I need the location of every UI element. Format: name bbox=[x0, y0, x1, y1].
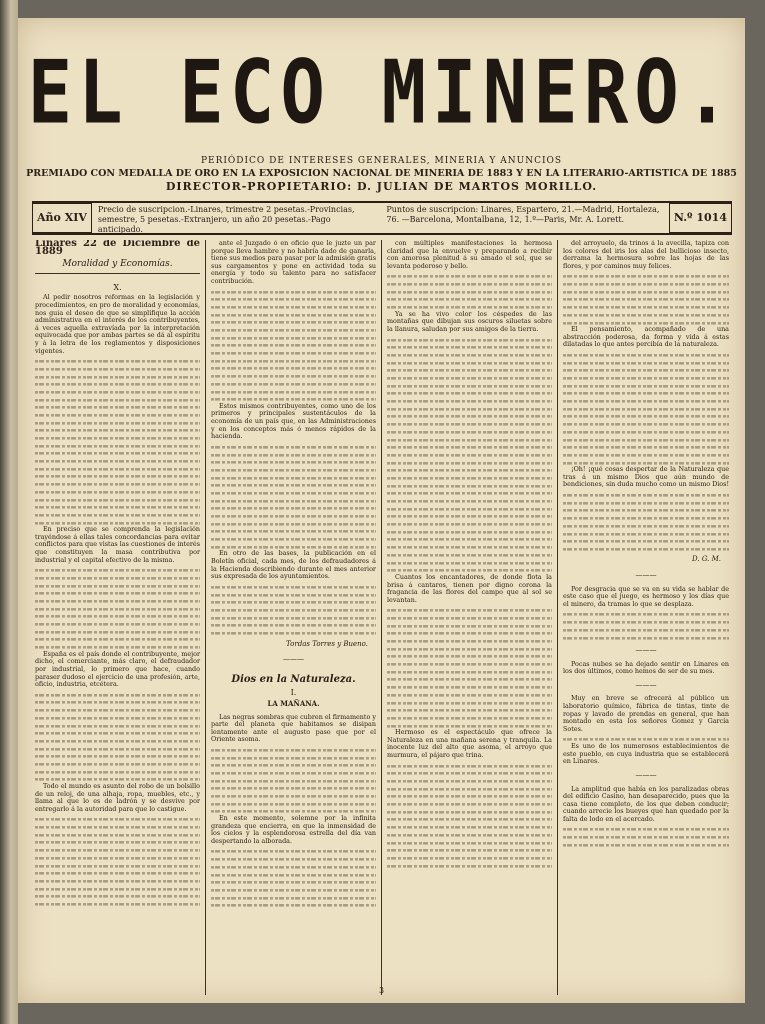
text-line bbox=[387, 831, 552, 839]
paragraph: Al pedir nosotros reformas en la legislación y procedimientos, en pro de moralidad y economías, nos guia el deseo de que se simplifique la acción administrativa en el interés de los contribuyentes, á veces aquella extravíada por la interpretación equivocada que por ambas partes se dá al espíritu y á la letra de los reglamentos y disposiciones vigentes. bbox=[35, 293, 200, 355]
text-line bbox=[35, 628, 200, 636]
paragraph: del arroyuelo, da trinos á la avecilla, tapiza con los colores del iris los alas del bullicioso insecto, derrama la hermosura sobre las hojas de las flores, y por caminos muy felices. bbox=[563, 240, 729, 270]
text-line bbox=[211, 380, 376, 388]
text-line bbox=[211, 520, 376, 528]
text-line bbox=[35, 488, 200, 496]
text-line bbox=[35, 442, 200, 450]
text-line bbox=[387, 862, 552, 870]
text-line bbox=[35, 768, 200, 776]
text-line bbox=[211, 591, 376, 599]
text-line bbox=[35, 706, 200, 714]
text-line bbox=[563, 389, 729, 397]
text-line bbox=[35, 357, 200, 365]
issue-number: N.º 1014 bbox=[669, 203, 732, 233]
text-line bbox=[211, 388, 376, 396]
text-line bbox=[387, 436, 552, 444]
text-line bbox=[211, 894, 376, 902]
text-line bbox=[35, 426, 200, 434]
text-line bbox=[563, 735, 729, 743]
text-line bbox=[35, 892, 200, 900]
masthead-director: DIRECTOR-PROPIETARIO: D. JULIAN DE MARTOS MORILLO. bbox=[165, 180, 598, 193]
text-line bbox=[211, 318, 376, 326]
text-line bbox=[387, 691, 552, 699]
subscription-prices: Precio de suscripcion.-Linares, trimestre 2 pesetas.-Provincias, semestre, 5 pesetas.-Extranjero, un año 20 pesetas.-Pago anticipado. bbox=[97, 205, 355, 234]
text-line bbox=[211, 792, 376, 800]
text-line bbox=[211, 512, 376, 520]
paragraph: En otro de las bases, la publicación en el Boletín oficial, cada mes, de los defraudadores á la Hacienda describiendo durante el mes anterior sus expresada de los ayuntamientos. bbox=[211, 549, 376, 581]
text-line bbox=[387, 466, 552, 474]
text-line bbox=[211, 878, 376, 886]
text-line bbox=[35, 643, 200, 651]
text-line bbox=[211, 871, 376, 879]
text-line bbox=[387, 520, 552, 528]
text-line bbox=[35, 472, 200, 480]
article-signature: D. G. M. bbox=[692, 555, 721, 564]
newspaper-title: EL ECO MINERO. bbox=[27, 42, 736, 144]
text-line bbox=[387, 722, 552, 730]
text-line bbox=[387, 839, 552, 847]
text-line bbox=[387, 652, 552, 660]
text-line bbox=[563, 303, 729, 311]
text-line bbox=[387, 637, 552, 645]
text-line bbox=[563, 514, 729, 522]
text-line bbox=[387, 706, 552, 714]
text-line bbox=[35, 846, 200, 854]
article-heading: Moralidad y Economías. bbox=[35, 261, 200, 274]
text-line bbox=[211, 443, 376, 451]
text-line bbox=[211, 288, 376, 296]
text-line bbox=[35, 854, 200, 862]
text-line bbox=[211, 474, 376, 482]
text-line bbox=[35, 838, 200, 846]
text-line bbox=[35, 831, 200, 839]
text-line bbox=[211, 901, 376, 909]
text-line bbox=[387, 675, 552, 683]
text-line bbox=[211, 497, 376, 505]
text-line bbox=[563, 272, 729, 280]
text-line bbox=[35, 745, 200, 753]
text-line bbox=[563, 295, 729, 303]
text-line bbox=[211, 535, 376, 543]
text-line bbox=[35, 714, 200, 722]
text-line bbox=[563, 405, 729, 413]
newspaper-page bbox=[18, 18, 745, 1003]
text-line bbox=[563, 499, 729, 507]
text-line bbox=[563, 833, 729, 841]
text-line bbox=[211, 886, 376, 894]
text-line bbox=[387, 280, 552, 288]
text-line bbox=[387, 543, 552, 551]
paragraph: Estos mismos contribuyentes, como uno de los primeros y principales sustentáculos de la economía de un país que, en las Administraciones y en los conceptos más ó menos rápidos de la hacienda. bbox=[211, 401, 376, 441]
text-line bbox=[387, 815, 552, 823]
text-line bbox=[563, 506, 729, 514]
text-line bbox=[35, 698, 200, 706]
text-line bbox=[387, 808, 552, 816]
text-line bbox=[563, 451, 729, 459]
text-line bbox=[387, 606, 552, 614]
text-line bbox=[563, 397, 729, 405]
article-heading: Dios en la Naturaleza. bbox=[231, 673, 356, 685]
text-line bbox=[211, 614, 376, 622]
text-line bbox=[211, 481, 376, 489]
paragraph: La amplitud que había en los paralizadas obras del edificio Casino, han desaparecido, pues que la casa tiene completo, de los que deben conducir; cuando arrecie los bueyes que han quedado por la falta de lodo en el acercado. bbox=[563, 784, 729, 823]
text-line bbox=[35, 574, 200, 582]
text-line bbox=[387, 714, 552, 722]
text-line bbox=[35, 457, 200, 465]
text-line bbox=[387, 762, 552, 770]
text-line bbox=[211, 458, 376, 466]
text-line bbox=[387, 559, 552, 567]
text-line bbox=[211, 807, 376, 815]
text-line bbox=[211, 583, 376, 591]
text-line bbox=[387, 366, 552, 374]
text-line bbox=[563, 537, 729, 545]
text-line bbox=[35, 403, 200, 411]
text-line bbox=[211, 326, 376, 334]
text-line bbox=[35, 519, 200, 527]
text-line bbox=[35, 737, 200, 745]
text-line bbox=[387, 528, 552, 536]
text-line bbox=[211, 504, 376, 512]
text-line bbox=[387, 489, 552, 497]
text-line bbox=[387, 374, 552, 382]
paragraph: Es uno de los numerosos establecimientos de este pueblo, en cuya industria que se establecerá en Linares. bbox=[563, 742, 729, 766]
text-line bbox=[35, 815, 200, 823]
section-title: LA MAÑANA. bbox=[267, 698, 320, 708]
text-line bbox=[563, 428, 729, 436]
text-line bbox=[35, 503, 200, 511]
column-2 bbox=[206, 240, 382, 995]
text-line bbox=[211, 543, 376, 551]
text-line bbox=[387, 451, 552, 459]
text-line bbox=[563, 420, 729, 428]
text-line bbox=[211, 303, 376, 311]
text-line bbox=[387, 351, 552, 359]
text-line bbox=[387, 777, 552, 785]
text-line bbox=[387, 629, 552, 637]
text-line bbox=[211, 800, 376, 808]
text-line bbox=[387, 405, 552, 413]
text-line bbox=[563, 610, 729, 618]
text-line bbox=[563, 522, 729, 530]
text-line bbox=[211, 629, 376, 637]
text-line bbox=[387, 846, 552, 854]
paragraph: ante el Juzgado ó en oficio que le juzte un par porque lleva hambre y no habría dado de ganarla, tiene sus medios para pasar por la admisión gratis sus cargamentos y pone en actividad toda su energía y todo su talento para no satisfacer contribución. bbox=[211, 240, 376, 285]
text-line bbox=[35, 597, 200, 605]
text-line bbox=[563, 634, 729, 642]
text-line bbox=[387, 854, 552, 862]
text-line bbox=[35, 582, 200, 590]
year-box: Año XIV bbox=[32, 203, 92, 233]
text-line bbox=[211, 334, 376, 342]
text-line bbox=[387, 397, 552, 405]
text-line bbox=[387, 660, 552, 668]
text-line bbox=[35, 511, 200, 519]
column-3 bbox=[382, 240, 558, 995]
paragraph: Ya se ha vivo color los céspedes de las montañas que dibujan sus oscuros siluetas sobre la llanura, saludan por sus amigos de la tierra. bbox=[387, 309, 552, 333]
text-line bbox=[211, 606, 376, 614]
text-line bbox=[563, 443, 729, 451]
text-line bbox=[35, 722, 200, 730]
text-line bbox=[35, 612, 200, 620]
text-line bbox=[35, 465, 200, 473]
masthead bbox=[18, 42, 745, 193]
text-line bbox=[35, 760, 200, 768]
text-line bbox=[563, 626, 729, 634]
text-line bbox=[387, 505, 552, 513]
text-line bbox=[35, 373, 200, 381]
paragraph: Todo el mundo es asunto del robo de un bolsillo de un reloj, de una alhaja, ropa, muebles, etc., y llama al que lo es de ladrón y se desvive por entregarlo á la autoridad para que lo castigue. bbox=[35, 782, 200, 813]
text-line bbox=[387, 288, 552, 296]
text-line bbox=[35, 775, 200, 783]
text-line bbox=[35, 869, 200, 877]
text-line bbox=[563, 280, 729, 288]
text-line bbox=[563, 319, 729, 327]
text-line bbox=[211, 855, 376, 863]
text-line bbox=[563, 374, 729, 382]
paragraph: ¡Oh! ¡qué cosas despertar de la Naturaleza que tras á un mismo Dios que aún mundo de bendiciones, sin duda mucho como un mismo Dios! bbox=[563, 465, 730, 489]
text-line bbox=[387, 497, 552, 505]
paragraph: En preciso que se comprenda la legislación trayéndose á ellas tales concordancias para evitar conflictos para que vistas las cuestiones de interés que constituyen la masa contributiva por industrial y el capital efectivo de la misma. bbox=[35, 525, 200, 564]
divider: ——— bbox=[635, 680, 657, 689]
text-line bbox=[211, 341, 376, 349]
dateline: Linares 22 de Diciembre de 1889 bbox=[35, 240, 200, 257]
text-line bbox=[387, 535, 552, 543]
text-line bbox=[563, 436, 729, 444]
text-line bbox=[563, 311, 729, 319]
subscription-bar bbox=[32, 201, 732, 235]
text-line bbox=[387, 512, 552, 520]
article-columns bbox=[30, 240, 735, 995]
paragraph: Muy en breve se ofrecerá al público un laboratorio químico, fábrica de tintas, tinte de ropas y lavado de prendas en general, que han montado en esta los señores Gomez y García Sotes. bbox=[563, 694, 729, 733]
text-line bbox=[211, 451, 376, 459]
text-line bbox=[35, 396, 200, 404]
text-line bbox=[563, 825, 729, 833]
text-line bbox=[563, 841, 729, 849]
text-line bbox=[35, 752, 200, 760]
text-line bbox=[35, 365, 200, 373]
text-line bbox=[387, 474, 552, 482]
text-line bbox=[563, 351, 729, 359]
text-line bbox=[211, 364, 376, 372]
text-line bbox=[387, 420, 552, 428]
section-number: I. bbox=[290, 688, 297, 698]
text-line bbox=[35, 449, 200, 457]
masthead-subtitle: PERIÓDICO DE INTERESES GENERALES, MINERIA Y ANUNCIOS bbox=[200, 156, 563, 166]
paragraph: Las negras sombras que cubren el firmamento y parte del planeta que habitamos se disipan lentamente ante el augusto paso que por el Oriente asoma. bbox=[211, 712, 376, 744]
text-line bbox=[35, 862, 200, 870]
text-line bbox=[35, 635, 200, 643]
text-line bbox=[387, 272, 552, 280]
text-line bbox=[563, 530, 729, 538]
text-line bbox=[211, 395, 376, 403]
page-number: 3 bbox=[378, 986, 385, 995]
text-line bbox=[211, 769, 376, 777]
text-line bbox=[387, 428, 552, 436]
divider: ——— bbox=[283, 655, 304, 664]
divider: ——— bbox=[635, 646, 657, 655]
text-line bbox=[387, 769, 552, 777]
text-line bbox=[387, 551, 552, 559]
text-line bbox=[211, 784, 376, 792]
text-line bbox=[35, 877, 200, 885]
paragraph: Por desgracia que se va en su vida se hablar de este caso que el juego, es hermoso y los días que el minero, da tramas lo que se desplaza. bbox=[563, 584, 729, 608]
text-line bbox=[35, 823, 200, 831]
text-line bbox=[387, 482, 552, 490]
paragraph: España es el país donde el contribuyente, mejor dicho, el comerciante, más claro, el defraudador por industrial, lo primero que hace, cuando paraser dudoso el ejercicio de una profesión, arte, oficio, industria, etcétera. bbox=[35, 649, 200, 689]
column-4 bbox=[558, 240, 734, 995]
text-line bbox=[387, 336, 552, 344]
text-line bbox=[387, 792, 552, 800]
adjacent-page-edge bbox=[0, 0, 18, 1024]
paragraph: Pocas nubes se ha dejado sentir en Linares en los dos últimos, como hemos de ser de su mes. bbox=[563, 659, 729, 676]
subscription-points: Puntos de suscripcion: Linares, Espartero, 21.—Madrid, Hortaleza, 76. —Barcelona, Montalbana, 12, 1.º—Paris, Mr. A. Lorett. bbox=[386, 205, 660, 224]
text-line bbox=[35, 380, 200, 388]
text-line bbox=[35, 691, 200, 699]
divider: ——— bbox=[635, 770, 657, 779]
text-line bbox=[387, 295, 552, 303]
text-line bbox=[35, 589, 200, 597]
text-line bbox=[387, 614, 552, 622]
text-line bbox=[387, 303, 552, 311]
text-line bbox=[563, 618, 729, 626]
text-line bbox=[35, 885, 200, 893]
text-line bbox=[211, 621, 376, 629]
text-line bbox=[387, 645, 552, 653]
paragraph: con múltiples manifestaciones la hermosa claridad que la envuelve y preparando a recibir con amorosa plenitud á su amado el sol, que se levanta poderoso y bello. bbox=[387, 240, 552, 270]
text-line bbox=[211, 863, 376, 871]
masthead-award: PREMIADO CON MEDALLA DE ORO EN LA EXPOSICION NACIONAL DE MINERIA DE 1883 Y EN LA LITERARIO-ARTISTICA DE 1885 bbox=[26, 168, 737, 179]
text-line bbox=[563, 412, 729, 420]
text-line bbox=[387, 823, 552, 831]
text-line bbox=[211, 746, 376, 754]
article-signature: Tordas Torres y Bueno. bbox=[286, 639, 368, 648]
text-line bbox=[35, 729, 200, 737]
text-line bbox=[387, 359, 552, 367]
text-line bbox=[35, 605, 200, 613]
text-line bbox=[211, 311, 376, 319]
section-number: X. bbox=[113, 282, 122, 292]
text-line bbox=[387, 443, 552, 451]
text-line bbox=[563, 366, 729, 374]
text-line bbox=[35, 411, 200, 419]
text-line bbox=[35, 566, 200, 574]
text-line bbox=[563, 491, 729, 499]
text-line bbox=[563, 545, 729, 553]
text-line bbox=[211, 847, 376, 855]
text-line bbox=[387, 683, 552, 691]
text-line bbox=[387, 382, 552, 390]
text-line bbox=[563, 382, 729, 390]
text-line bbox=[35, 620, 200, 628]
text-line bbox=[211, 349, 376, 357]
text-line bbox=[211, 527, 376, 535]
text-line bbox=[387, 800, 552, 808]
text-line bbox=[387, 622, 552, 630]
text-line bbox=[211, 598, 376, 606]
text-line bbox=[387, 785, 552, 793]
text-line bbox=[387, 389, 552, 397]
text-line bbox=[563, 288, 729, 296]
text-line bbox=[211, 372, 376, 380]
text-line bbox=[35, 434, 200, 442]
text-line bbox=[35, 900, 200, 908]
text-line bbox=[211, 466, 376, 474]
text-line bbox=[211, 754, 376, 762]
text-line bbox=[211, 761, 376, 769]
text-line bbox=[35, 496, 200, 504]
paragraph: El pensamiento, acompañado de una abstracción poderosa, da forma y vida á estas dilatadas lo que antes percibía de la naturaleza. bbox=[563, 325, 729, 349]
text-line bbox=[563, 459, 729, 467]
text-line bbox=[35, 419, 200, 427]
text-line bbox=[387, 343, 552, 351]
text-line bbox=[387, 699, 552, 707]
text-line bbox=[211, 777, 376, 785]
text-line bbox=[387, 668, 552, 676]
text-line bbox=[387, 412, 552, 420]
column-1 bbox=[30, 240, 206, 995]
text-line bbox=[211, 489, 376, 497]
paragraph: Cuantos los encantadores, de donde flota la brisa á cantaros, tienen por digno corona la fragancia de las flores del campo que al sol se levantan. bbox=[387, 572, 552, 604]
text-line bbox=[211, 295, 376, 303]
text-line bbox=[211, 357, 376, 365]
paragraph: En este momento, solemne por la infinita grandeza que encierra, en que la inmensidad de los cielos y la esplendorosa estrella del día van despertando la alborada. bbox=[211, 814, 376, 845]
paragraph: Hermoso es el espectáculo que ofrece la Naturaleza en una mañana serena y tranquila. La inocente luz del alto que asoma, el arroyo que murmura, el pájaro que trina. bbox=[387, 728, 552, 760]
text-line bbox=[35, 388, 200, 396]
divider: ——— bbox=[635, 571, 657, 580]
text-line bbox=[563, 359, 729, 367]
text-line bbox=[387, 566, 552, 574]
text-line bbox=[387, 459, 552, 467]
text-line bbox=[35, 480, 200, 488]
